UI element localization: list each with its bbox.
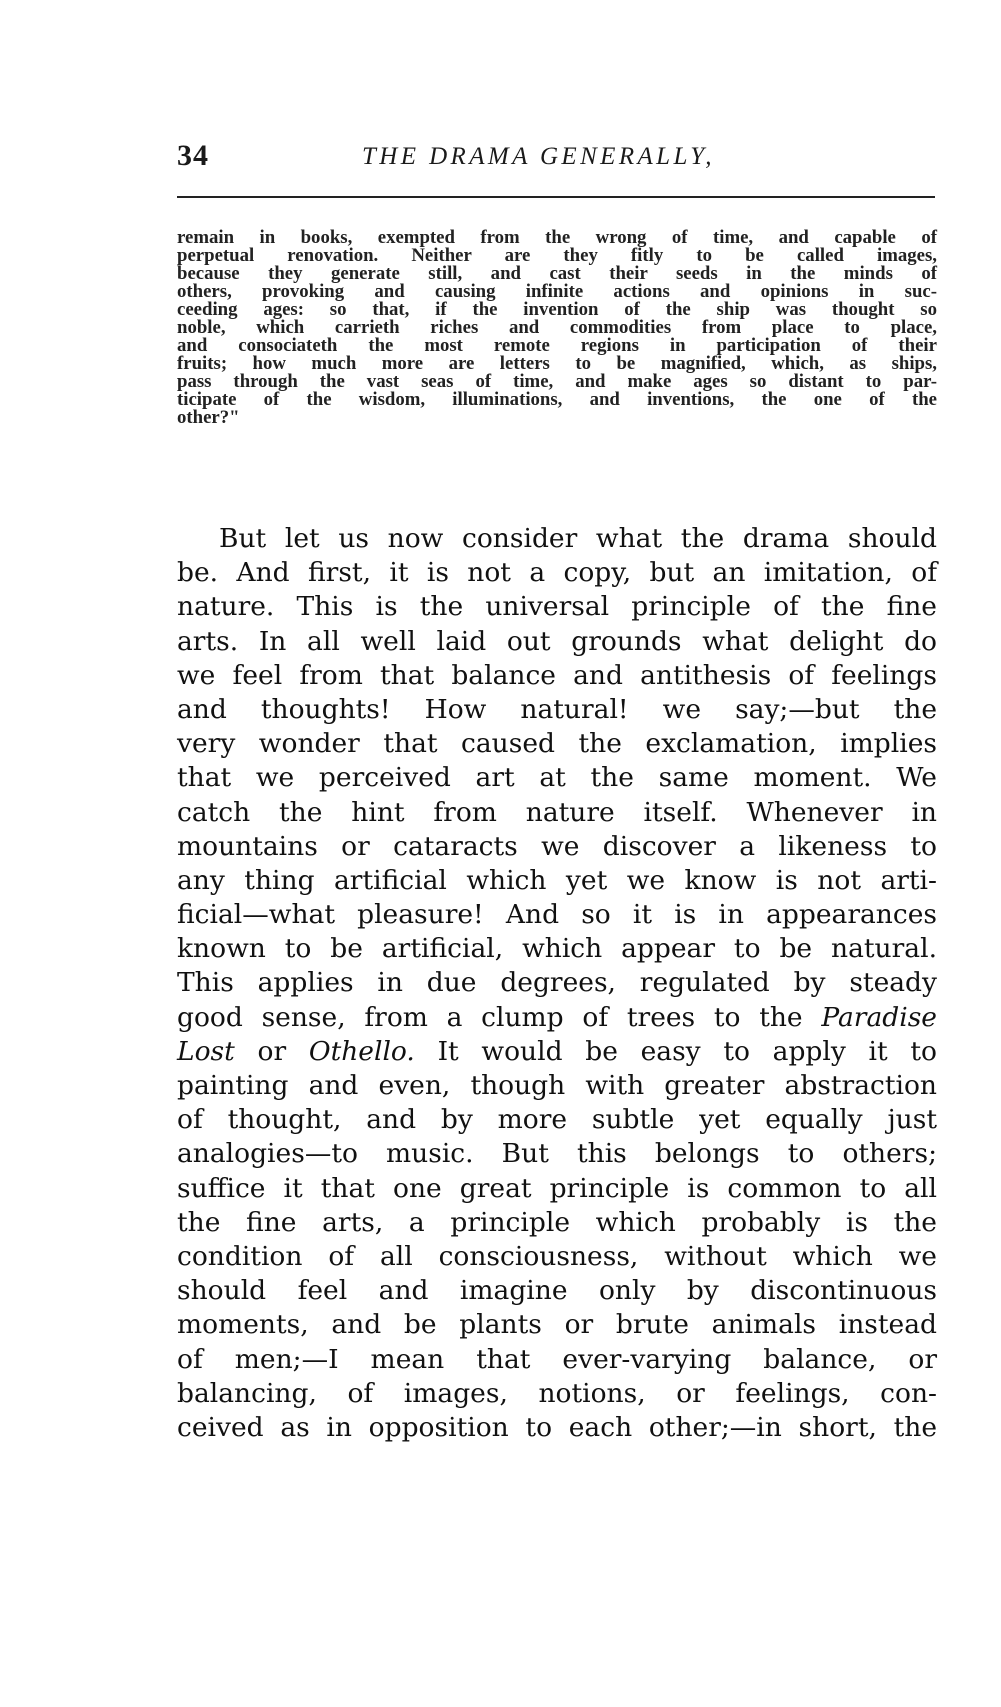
- quote-line: others, provoking and causing infinite actions and opinions in suc-: [177, 281, 937, 302]
- quote-line: perpetual renovation. Neither are they fitly to be called images,: [177, 245, 937, 266]
- body-line: suffice it that one great principle is common to all: [177, 1172, 937, 1204]
- page-number: 34: [177, 139, 209, 172]
- body-text-run: or: [234, 1035, 309, 1067]
- body-line: be. And first, it is not a copy, but an imitation, of: [177, 557, 937, 589]
- body-line: catch the hint from nature itself. Whenever in: [177, 796, 937, 828]
- quote-line: ceeding ages: so that, if the invention of the ship was thought so: [177, 299, 937, 320]
- quote-line: pass through the vast seas of time, and make ages so distant to par-: [177, 371, 937, 392]
- body-line: [177, 1035, 937, 1069]
- running-title: THE DRAMA GENERALLY,: [362, 143, 715, 170]
- italic-title-paradise: Paradise: [821, 1001, 937, 1033]
- body-line: mountains or cataracts we discover a likeness to: [177, 830, 937, 862]
- body-line: of thought, and by more subtle yet equally just: [177, 1104, 937, 1136]
- body-paragraph: [177, 522, 937, 1445]
- quote-line: noble, which carrieth riches and commodities from place to place,: [177, 317, 937, 338]
- body-line: This applies in due degrees, regulated by steady: [177, 967, 937, 999]
- quote-line: and consociateth the most remote regions in participation of their: [177, 335, 937, 356]
- body-line: very wonder that caused the exclamation, implies: [177, 728, 937, 760]
- body-line: ceived as in opposition to each other;—in short, the: [177, 1411, 937, 1443]
- quote-line: remain in books, exempted from the wrong of time, and capable of: [177, 227, 937, 248]
- body-line: condition of all consciousness, without which we: [177, 1240, 937, 1272]
- block-quotation: [177, 229, 937, 427]
- body-line: But let us now consider what the drama should: [219, 523, 937, 554]
- body-line: we feel from that balance and antithesis of feelings: [177, 659, 937, 691]
- italic-title-lost: Lost: [177, 1035, 235, 1067]
- quote-line: other?": [177, 407, 240, 428]
- body-line: arts. In all well laid out grounds what delight do: [177, 625, 937, 657]
- body-line: analogies—to music. But this belongs to others;: [177, 1138, 937, 1170]
- body-line: painting and even, though with greater abstraction: [177, 1070, 937, 1101]
- body-line: [177, 1001, 937, 1035]
- body-line: balancing, of images, notions, or feelings, con-: [177, 1377, 937, 1409]
- body-line: should feel and imagine only by discontinuous: [177, 1275, 937, 1307]
- body-line: nature. This is the universal principle of the fine: [177, 591, 937, 623]
- body-text-run: good sense, from a clump of trees to the: [177, 1001, 822, 1033]
- body-line: any thing artificial which yet we know is not arti-: [177, 864, 937, 896]
- body-line: of men;—I mean that ever-varying balance, or: [177, 1343, 937, 1375]
- body-line: the fine arts, a principle which probably is the: [177, 1206, 937, 1238]
- body-line: moments, and be plants or brute animals instead: [177, 1309, 937, 1341]
- quote-line: ticipate of the wisdom, illuminations, and inventions, the one of the: [177, 389, 937, 410]
- header-rule: [177, 196, 935, 198]
- body-text-run: It would be easy to apply it to: [414, 1035, 937, 1067]
- running-head: [177, 138, 937, 178]
- body-line: that we perceived art at the same moment. We: [177, 762, 937, 794]
- body-line: known to be artificial, which appear to be natural.: [177, 933, 937, 965]
- quote-line: because they generate still, and cast their seeds in the minds of: [177, 263, 937, 284]
- body-line: ficial—what pleasure! And so it is in appearances: [177, 899, 937, 931]
- body-line: and thoughts! How natural! we say;—but the: [177, 693, 937, 725]
- quote-line: fruits; how much more are letters to be magnified, which, as ships,: [177, 353, 937, 374]
- italic-title-othello: Othello.: [308, 1035, 415, 1067]
